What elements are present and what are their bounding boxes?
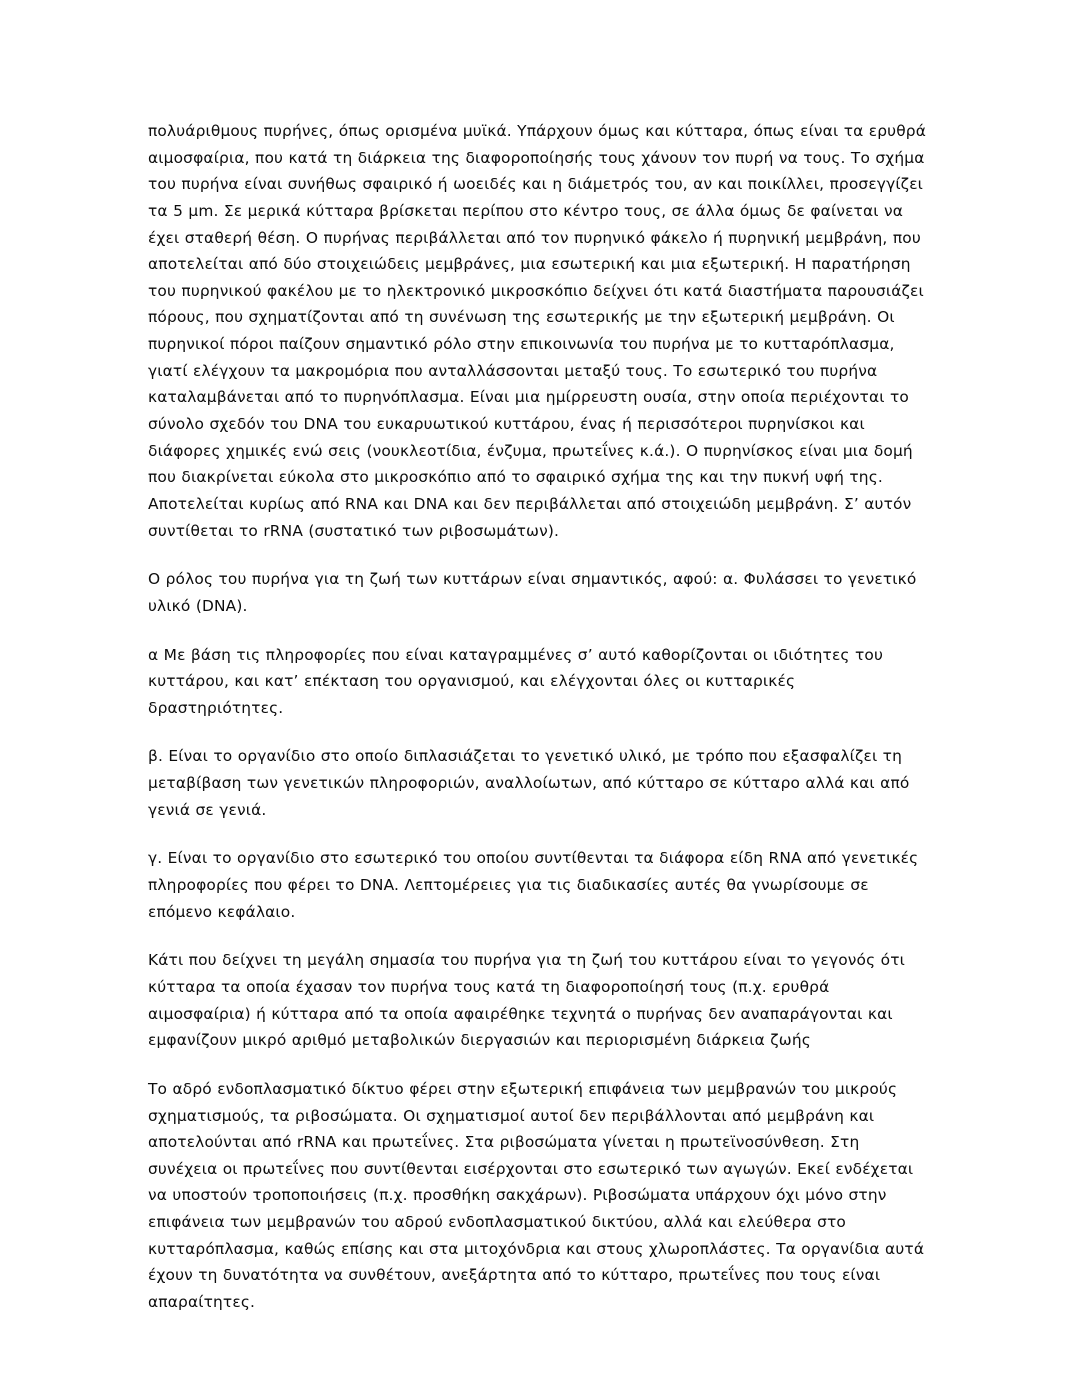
paragraph-7: Το αδρό ενδοπλασματικό δίκτυο φέρει στην εξωτερική επιφάνεια των μεμβρανών του μικρούς σχηματισμούς, τα ριβοσώματα. Οι σχηματισμοί αυτοί δεν περιβάλλονται από μεμβράνη και αποτελούνται από rRNA και πρωτεΐνες. Στα ριβοσώματα γίνεται η πρωτεϊνοσύνθεση. Στη συνέχεια οι πρωτεΐνες που συντίθενται εισέρχονται στο εσωτερικό των αγωγών. Εκεί ενδέχεται να υποστούν τροποποιήσεις (π.χ. προσθήκη σακχάρων). Ριβοσώματα υπάρχουν όχι μόνο στην επιφάνεια των μεμβρανών του αδρού ενδοπλασματικού δικτύου, αλλά και ελεύθερα στο κυτταρόπλασμα, καθώς επίσης και στα μιτοχόνδρια και στους χλωροπλάστες. Τα οργανίδια αυτά έχουν τη δυνατότητα να συνθέτουν, ανεξάρτητα από το κύτταρο, πρωτεΐνες που τους είναι απαραίτητες. bbox=[148, 1079, 925, 1311]
paragraph-5: γ. Είναι το οργανίδιο στο εσωτερικό του οποίου συντίθενται τα διάφορα είδη RNA από γενετικές πληροφορίες που φέρει το DNA. Λεπτομέρειες για τις διαδικασίες αυτές θα γνωρίσουμε σε επόμενο κεφάλαιο. bbox=[148, 849, 919, 921]
document-text-body bbox=[148, 118, 928, 1316]
paragraph-2: Ο ρόλος του πυρήνα για τη ζωή των κυττάρων είναι σημαντικός, αφού: α. Φυλάσσει το γενετικό υλικό (DNA). bbox=[148, 570, 917, 615]
paragraph-4: β. Είναι το οργανίδιο στο οποίο διπλασιάζεται το γενετικό υλικό, με τρόπο που εξασφαλίζει τη μεταβίβαση των γενετικών πληροφοριών, αναλλοίωτων, από κύτταρο σε κύτταρο αλλά και από γενιά σε γενιά. bbox=[148, 747, 910, 819]
paragraph-1: πολυάριθμους πυρήνες, όπως ορισμένα μυϊκά. Υπάρχουν όμως και κύτταρα, όπως είναι τα ερυθρά αιμοσφαίρια, που κατά τη διάρκεια της διαφοροποίησής τους χάνουν τον πυρή να τους. Το σχήμα του πυρήνα είναι συνήθως σφαιρικό ή ωοειδές και η διάμετρός του, αν και ποικίλλει, προσεγγίζει τα 5 μm. Σε μερικά κύτταρα βρίσκεται περίπου στο κέντρο τους, σε άλλα όμως δε φαίνεται να έχει σταθερή θέση. Ο πυρήνας περιβάλλεται από τον πυρηνικό φάκελο ή πυρηνική μεμβράνη, που αποτελείται από δύο στοιχειώδεις μεμβράνες, μια εσωτερική και μια εξωτερική. Η παρατήρηση του πυρηνικού φακέλου με το ηλεκτρονικό μικροσκόπιο δείχνει ότι κατά διαστήματα παρουσιάζει πόρους, που σχηματίζονται από τη συνένωση της εσωτερικής με την εξωτερική μεμβράνη. Οι πυρηνικοί πόροι παίζουν σημαντικό ρόλο στην επικοινωνία του πυρήνα με το κυτταρόπλασμα, γιατί ελέγχουν τα μακρομόρια που ανταλλάσσονται μεταξύ τους. Το εσωτερικό του πυρήνα καταλαμβάνεται από το πυρηνόπλασμα. Είναι μια ημίρρευστη ουσία, στην οποία περιέχονται το σύνολο σχεδόν του DNA του ευκαρυωτικού κυττάρου, ένας ή περισσότεροι πυρηνίσκοι και διάφορες χημικές ενώ σεις (νουκλεοτίδια, ένζυμα, πρωτεΐνες κ.ά.). Ο πυρηνίσκος είναι μια δομή που διακρίνεται εύκολα στο μικροσκόπιο από το σφαιρικό σχήμα της και την πυκνή υφή της. Αποτελείται κυρίως από RNA και DNA και δεν περιβάλλεται από στοιχειώδη μεμβράνη. Σ’ αυτόν συντίθεται το rRNA (συστατικό των ριβοσωμάτων). bbox=[148, 122, 927, 540]
paragraph-3: α Με βάση τις πληροφορίες που είναι καταγραμμένες σ’ αυτό καθορίζονται οι ιδιότητες του κυττάρου, και κατ’ επέκταση του οργανισμού, και ελέγχονται όλες οι κυτταρικές δραστηριότητες. bbox=[148, 645, 884, 717]
paragraph-6: Κάτι που δείχνει τη μεγάλη σημασία του πυρήνα για τη ζωή του κυττάρου είναι το γεγονός ότι κύτταρα τα οποία έχασαν τον πυρήνα τους κατά τη διαφοροποίησή τους (π.χ. ερυθρά αιμοσφαίρια) ή κύτταρα από τα οποία αφαιρέθηκε τεχνητά ο πυρήνας δεν αναπαράγονται και εμφανίζουν μικρό αριθμό μεταβολικών διεργασιών και περιορισμένη διάρκεια ζωής bbox=[148, 951, 906, 1050]
